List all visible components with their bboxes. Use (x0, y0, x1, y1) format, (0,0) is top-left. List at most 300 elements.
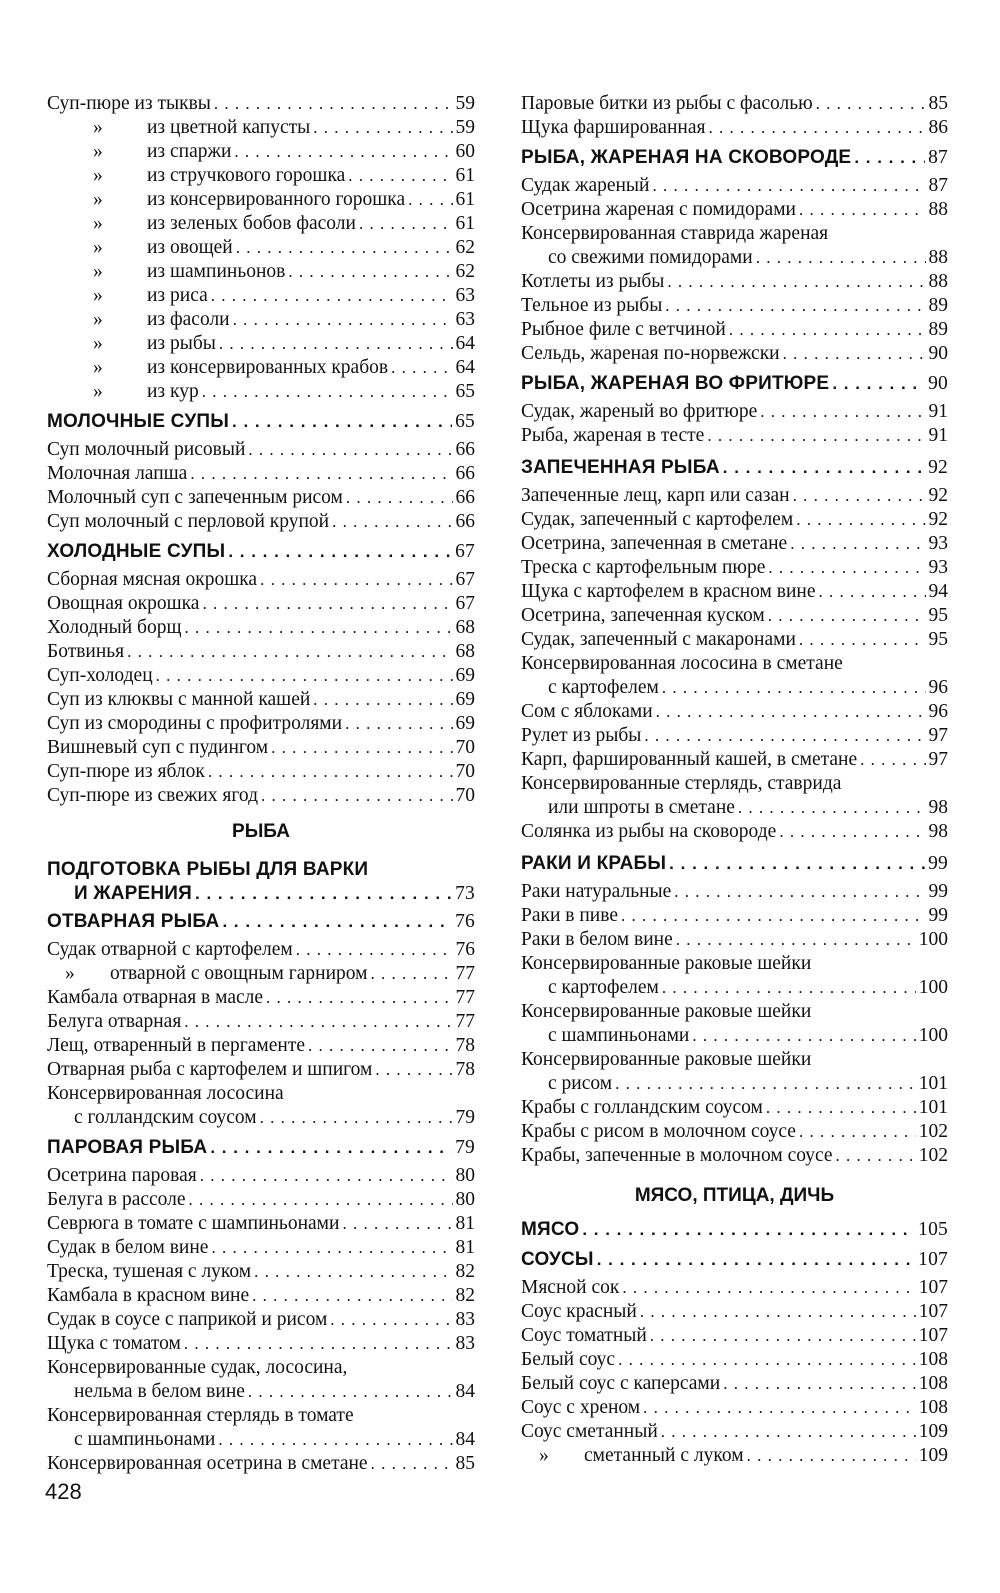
toc-entry-title: РЫБА, ЖАРЕНАЯ НА СКОВОРОДЕ (521, 147, 852, 168)
toc-page-number: 63 (455, 309, 475, 330)
toc-entry (47, 1452, 475, 1476)
toc-entry (521, 1000, 948, 1024)
toc-entry (47, 438, 475, 462)
toc-page-number: 96 (928, 677, 948, 698)
toc-entry-title: РЫБА, ЖАРЕНАЯ ВО ФРИТЮРЕ (521, 373, 830, 394)
toc-page-number: 101 (918, 1073, 948, 1094)
dot-leader (371, 1452, 453, 1476)
toc-entry-title: из консервированного горошка (147, 189, 406, 210)
toc-entry-title: из риса (147, 285, 208, 306)
toc-entry (47, 1284, 475, 1308)
toc-entry-title: Солянка из рыбы на сковороде (521, 821, 777, 842)
toc-entry-title: И ЖАРЕНИЯ (74, 883, 193, 904)
toc-entry-title: Осетрина, запеченная куском (521, 605, 765, 626)
toc-entry-title: Котлеты из рыбы (521, 271, 665, 292)
dot-leader (313, 688, 452, 712)
toc-entry-title: Консервированные раковые шейки (521, 1049, 812, 1070)
toc-entry (47, 236, 475, 260)
dot-leader (796, 508, 925, 532)
dot-leader (345, 712, 452, 736)
toc-entry-title: с голландским соусом (74, 1107, 257, 1128)
toc-entry (47, 1212, 475, 1236)
dot-leader (652, 174, 925, 198)
toc-entry-title: или шпроты в сметане (548, 797, 735, 818)
ditto-mark: » (65, 963, 75, 984)
toc-page-number: 83 (455, 1333, 475, 1354)
toc-entry-title: Соус сметанный (521, 1421, 658, 1442)
toc-entry (47, 92, 475, 116)
toc-entry (47, 760, 475, 784)
toc-entry (47, 510, 475, 534)
toc-page-number: 62 (455, 237, 475, 258)
toc-page-number: 90 (928, 343, 948, 364)
dot-leader (692, 1024, 915, 1048)
toc-entry-title: Раки в белом вине (521, 929, 673, 950)
toc-entry (521, 246, 948, 270)
toc-entry-title: Рыба, жареная в тесте (521, 425, 705, 446)
dot-leader (184, 616, 452, 640)
toc-entry-title: с картофелем (548, 977, 659, 998)
toc-entry-title: из овощей (147, 237, 233, 258)
toc-entry (47, 260, 475, 284)
chapter-heading-meat: МЯСО, ПТИЦА, ДИЧЬ (634, 1185, 835, 1206)
ditto-mark: » (93, 117, 103, 138)
toc-section-heading (521, 146, 948, 170)
dot-leader (210, 1136, 452, 1160)
dot-leader (195, 882, 452, 906)
toc-page-number: 90 (928, 373, 948, 394)
toc-entry-title: Суп-пюре из тыквы (47, 93, 211, 114)
toc-entry-title: Судак в соусе с паприкой и рисом (47, 1309, 328, 1330)
toc-entry (521, 796, 948, 820)
toc-page-number: 95 (928, 629, 948, 650)
toc-entry-title: Рулет из рыбы (521, 725, 642, 746)
dot-leader (621, 904, 926, 928)
dot-leader (615, 1072, 916, 1096)
toc-page-number: 68 (455, 641, 475, 662)
toc-entry (47, 640, 475, 664)
toc-page-number: 70 (455, 785, 475, 806)
toc-entry (521, 532, 948, 556)
toc-entry (521, 508, 948, 532)
dot-leader (254, 1260, 452, 1284)
toc-entry (47, 664, 475, 688)
dot-leader (650, 1324, 916, 1348)
dot-leader (667, 270, 925, 294)
ditto-mark: » (539, 1445, 549, 1466)
toc-entry (521, 1420, 948, 1444)
toc-entry (47, 986, 475, 1010)
toc-entry (521, 580, 948, 604)
toc-entry-title: Белый соус с каперсами (521, 1373, 721, 1394)
toc-page-number: 64 (455, 357, 475, 378)
ditto-mark: » (93, 357, 103, 378)
dot-leader (234, 140, 452, 164)
toc-entry-title: Судак в белом вине (47, 1237, 209, 1258)
dot-leader (248, 1380, 453, 1404)
toc-entry-title: Консервированная лососина (47, 1083, 284, 1104)
dot-leader (359, 212, 453, 236)
toc-entry (47, 356, 475, 380)
toc-entry-title: Суп из клюквы с манной кашей (47, 689, 311, 710)
toc-page-number: 85 (928, 93, 948, 114)
toc-page-number: 69 (455, 665, 475, 686)
toc-page-number: 81 (455, 1237, 475, 1258)
dot-leader (708, 116, 925, 140)
toc-page-number: 109 (918, 1421, 948, 1442)
toc-page-number: 100 (918, 929, 948, 950)
toc-entry-title: из фасоли (147, 309, 230, 330)
toc-entry (521, 952, 948, 976)
toc-page-number: 77 (455, 963, 475, 984)
dot-leader (582, 1218, 915, 1242)
toc-entry (47, 938, 475, 962)
toc-entry-title: Сельдь, жареная по-норвежски (521, 343, 780, 364)
dot-leader (707, 424, 925, 448)
toc-entry-title: Крабы, запеченные в молочном соусе (521, 1145, 833, 1166)
toc-section-heading (521, 1248, 948, 1272)
toc-entry (47, 1188, 475, 1212)
toc-entry (47, 592, 475, 616)
toc-entry (521, 342, 948, 366)
toc-page-number: 59 (455, 93, 475, 114)
toc-section-heading (521, 456, 948, 480)
toc-page-number: 67 (455, 593, 475, 614)
toc-entry (47, 1164, 475, 1188)
toc-entry-title: Сом с яблоками (521, 701, 653, 722)
dot-leader (669, 852, 925, 876)
toc-page-number: 60 (455, 141, 475, 162)
dot-leader (222, 910, 452, 934)
toc-entry (521, 1120, 948, 1144)
toc-entry (521, 700, 948, 724)
toc-section-heading (521, 1218, 948, 1242)
dot-leader (832, 372, 925, 396)
toc-entry-title: из шампиньонов (147, 261, 286, 282)
toc-page-number: 92 (928, 457, 948, 478)
toc-page-number: 84 (455, 1381, 475, 1402)
dot-leader (799, 1120, 916, 1144)
toc-page-number: 89 (928, 295, 948, 316)
dot-leader (228, 540, 452, 564)
ditto-mark: » (93, 213, 103, 234)
dot-leader (729, 318, 926, 342)
toc-entry-title: Осетрина жареная с помидорами (521, 199, 796, 220)
dot-leader (232, 410, 452, 434)
dot-leader (819, 580, 926, 604)
toc-entry (521, 724, 948, 748)
dot-leader (662, 976, 916, 1000)
toc-page-number: 66 (455, 463, 475, 484)
toc-entry (521, 604, 948, 628)
dot-leader (190, 462, 452, 486)
toc-page-number: 76 (455, 911, 475, 932)
toc-page-number: 88 (928, 199, 948, 220)
toc-entry (521, 294, 948, 318)
dot-leader (260, 1106, 453, 1130)
toc-page-number: 100 (918, 1025, 948, 1046)
toc-page-number: 107 (918, 1249, 948, 1270)
toc-entry-title: Треска, тушеная с луком (47, 1261, 252, 1282)
dot-leader (766, 1096, 916, 1120)
toc-entry (47, 212, 475, 236)
toc-entry (521, 484, 948, 508)
toc-entry-title: из цветной капусты (147, 117, 311, 138)
toc-page-number: 66 (455, 439, 475, 460)
toc-page-number: 107 (918, 1325, 948, 1346)
ditto-mark: » (93, 189, 103, 210)
toc-entry (521, 904, 948, 928)
dot-leader (656, 700, 926, 724)
dot-leader (202, 592, 452, 616)
toc-entry (521, 556, 948, 580)
toc-entry-title: Осетрина паровая (47, 1165, 197, 1186)
dot-leader (738, 796, 926, 820)
toc-section-heading (47, 540, 475, 564)
toc-entry (47, 116, 475, 140)
dot-leader (747, 1444, 916, 1468)
toc-page-number: 62 (455, 261, 475, 282)
dot-leader (266, 986, 452, 1010)
toc-entry-title: Щука с картофелем в красном вине (521, 581, 816, 602)
toc-entry-title: Консервированная осетрина в сметане (47, 1453, 368, 1474)
ditto-mark: » (93, 141, 103, 162)
toc-entry (521, 400, 948, 424)
ditto-mark: » (93, 261, 103, 282)
page-number: 428 (45, 1479, 82, 1504)
toc-page-number: 97 (928, 725, 948, 746)
toc-page-number: 84 (455, 1429, 475, 1450)
toc-page-number: 96 (928, 701, 948, 722)
dot-leader (288, 260, 452, 284)
toc-entry-title: Консервированные судак, лососина, (47, 1357, 348, 1378)
toc-page-number: 88 (928, 247, 948, 268)
toc-entry-title: Суп молочный рисовый (47, 439, 246, 460)
toc-entry (47, 1106, 475, 1130)
toc-section-heading (47, 882, 475, 906)
dot-leader (854, 146, 925, 170)
toc-entry-title: Судак отварной с картофелем (47, 939, 293, 960)
toc-entry-title: Молочная лапша (47, 463, 188, 484)
toc-entry-title: из зеленых бобов фасоли (147, 213, 356, 234)
toc-entry-title: ЗАПЕЧЕННАЯ РЫБА (521, 457, 720, 478)
toc-entry (47, 332, 475, 356)
toc-page-number: 83 (455, 1309, 475, 1330)
dot-leader (799, 198, 926, 222)
toc-entry (47, 380, 475, 404)
toc-page-number: 65 (455, 411, 475, 432)
dot-leader (723, 456, 925, 480)
toc-entry-title: Холодный борщ (47, 617, 182, 638)
dot-leader (860, 748, 925, 772)
toc-page-number: 67 (455, 541, 475, 562)
toc-entry-title: Щука с томатом (47, 1333, 181, 1354)
toc-page-number: 82 (455, 1261, 475, 1282)
toc-page-number: 79 (455, 1107, 475, 1128)
toc-page-number: 80 (455, 1165, 475, 1186)
toc-entry-title: ХОЛОДНЫЕ СУПЫ (47, 541, 226, 562)
toc-page-number: 64 (455, 333, 475, 354)
toc-entry (47, 1082, 475, 1106)
toc-entry (47, 1380, 475, 1404)
dot-leader (261, 784, 452, 808)
toc-entry-title: с шампиньонами (74, 1429, 216, 1450)
toc-entry-title: Консервированные стерлядь, ставрида (521, 773, 842, 794)
dot-leader (756, 246, 926, 270)
dot-leader (644, 724, 925, 748)
toc-page-number: 93 (928, 557, 948, 578)
toc-entry (47, 284, 475, 308)
toc-entry (521, 318, 948, 342)
toc-entry (521, 772, 948, 796)
toc-entry-title: Суп-пюре из свежих ягод (47, 785, 259, 806)
dot-leader (665, 294, 925, 318)
toc-page-number: 67 (455, 569, 475, 590)
toc-entry-title: МЯСО (521, 1219, 580, 1240)
toc-entry-title: Севрюга в томате с шампиньонами (47, 1213, 340, 1234)
toc-entry (47, 1332, 475, 1356)
toc-entry-title: из стручкового горошка (147, 165, 346, 186)
toc-entry-title: МОЛОЧНЫЕ СУПЫ (47, 411, 230, 432)
toc-page-number: 107 (918, 1301, 948, 1322)
toc-page-number: 101 (918, 1097, 948, 1118)
toc-page-number: 105 (918, 1219, 948, 1240)
toc-page-number: 82 (455, 1285, 475, 1306)
toc-page-number: 59 (455, 117, 475, 138)
toc-entry (521, 116, 948, 140)
toc-entry (521, 928, 948, 952)
toc-entry (521, 748, 948, 772)
toc-page-number: 91 (928, 425, 948, 446)
toc-page-number: 63 (455, 285, 475, 306)
toc-entry-title: Консервированная стерлядь в томате (47, 1405, 354, 1426)
dot-leader (218, 1428, 452, 1452)
dot-leader (723, 1372, 916, 1396)
dot-leader (332, 510, 452, 534)
dot-leader (202, 380, 453, 404)
toc-page-number: 81 (455, 1213, 475, 1234)
toc-entry-title: с картофелем (548, 677, 659, 698)
toc-page-number: 94 (928, 581, 948, 602)
toc-page-number: 89 (928, 319, 948, 340)
toc-page-number: 85 (455, 1453, 475, 1474)
dot-leader (622, 1276, 915, 1300)
toc-entry (47, 962, 475, 986)
dot-leader (233, 308, 453, 332)
dot-leader (768, 604, 926, 628)
ditto-mark: » (93, 309, 103, 330)
toc-page-number: 99 (928, 881, 948, 902)
toc-entry-title: Карп, фаршированный кашей, в сметане (521, 749, 858, 770)
toc-entry-title: отварной с овощным гарниром (110, 963, 368, 984)
toc-entry (47, 1428, 475, 1452)
toc-entry-title: Белый соус (521, 1349, 616, 1370)
toc-entry-title: Раки натуральные (521, 881, 672, 902)
toc-page-number: 88 (928, 271, 948, 292)
toc-page-number: 99 (928, 853, 948, 874)
toc-entry (47, 736, 475, 760)
toc-entry-title: из кур (147, 381, 199, 402)
toc-entry-title: Судак, жареный во фритюре (521, 401, 758, 422)
toc-page-number: 66 (455, 487, 475, 508)
toc-entry-title: Лещ, отваренный в пергаменте (47, 1035, 306, 1056)
toc-entry-title: Раки в пиве (521, 905, 618, 926)
toc-entry-title: Щука фаршированная (521, 117, 706, 138)
toc-entry (521, 820, 948, 844)
toc-entry (521, 1396, 948, 1420)
toc-entry-title: СОУСЫ (521, 1249, 594, 1270)
toc-entry-title: Молочный суп с запеченным рисом (47, 487, 343, 508)
toc-page-number: 80 (455, 1189, 475, 1210)
toc-entry-title: со свежими помидорами (548, 247, 753, 268)
toc-entry-title: Суп из смородины с профитролями (47, 713, 343, 734)
toc-section-heading (521, 372, 948, 396)
toc-entry-title: Треска с картофельным пюре (521, 557, 766, 578)
toc-page-number: 108 (918, 1373, 948, 1394)
ditto-mark: » (93, 285, 103, 306)
toc-entry (47, 1058, 475, 1082)
toc-entry (521, 1048, 948, 1072)
toc-entry (47, 1356, 475, 1380)
toc-entry (47, 486, 475, 510)
dot-leader (313, 116, 452, 140)
toc-entry (47, 308, 475, 332)
toc-entry-title: из консервированных крабов (147, 357, 389, 378)
toc-entry (521, 92, 948, 116)
toc-entry-title: Соус красный (521, 1301, 637, 1322)
toc-entry (47, 1308, 475, 1332)
toc-entry (47, 462, 475, 486)
dot-leader (370, 962, 452, 986)
toc-entry-title: Суп-холодец (47, 665, 153, 686)
toc-entry (47, 688, 475, 712)
toc-page-number: 102 (918, 1121, 948, 1142)
toc-page-number: 78 (455, 1059, 475, 1080)
toc-entry (47, 1236, 475, 1260)
toc-entry-title: Ботвинья (47, 641, 125, 662)
ditto-mark: » (93, 165, 103, 186)
toc-page-number: 86 (928, 117, 948, 138)
toc-page-number: 78 (455, 1035, 475, 1056)
toc-entry (521, 1144, 948, 1168)
toc-entry-title: из рыбы (147, 333, 216, 354)
toc-entry-title: Белуга отварная (47, 1011, 182, 1032)
dot-leader (348, 164, 452, 188)
toc-entry (521, 976, 948, 1000)
toc-page-number: 92 (928, 485, 948, 506)
dot-leader (330, 1308, 452, 1332)
toc-entry (47, 140, 475, 164)
toc-entry (47, 568, 475, 592)
dot-leader (618, 1348, 916, 1372)
toc-page-number: 107 (918, 1277, 948, 1298)
toc-page-number: 77 (455, 1011, 475, 1032)
dot-leader (346, 486, 453, 510)
toc-entry (521, 652, 948, 676)
toc-page-number: 61 (455, 213, 475, 234)
dot-leader (799, 628, 926, 652)
toc-entry-title: Соус томатный (521, 1325, 647, 1346)
toc-section-heading (47, 410, 475, 434)
chapter-heading-fish: РЫБА (232, 821, 290, 842)
toc-entry (521, 1324, 948, 1348)
toc-entry (47, 164, 475, 188)
dot-leader (676, 928, 916, 952)
toc-entry-title: Осетрина, запеченная в сметане (521, 533, 788, 554)
toc-entry (47, 784, 475, 808)
toc-page-number: 93 (928, 533, 948, 554)
toc-entry (521, 1444, 948, 1468)
